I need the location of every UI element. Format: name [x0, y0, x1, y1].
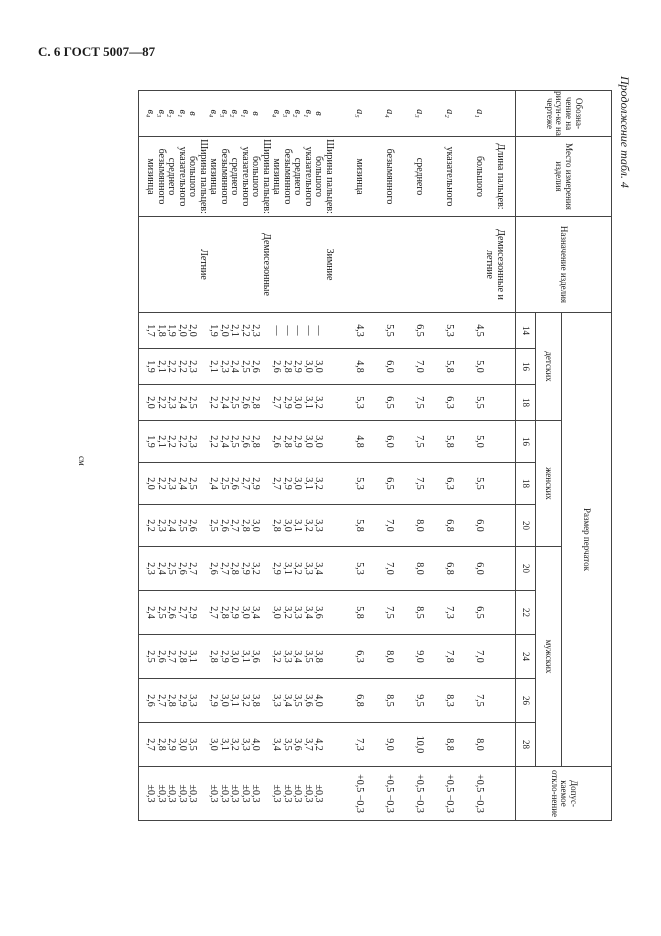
- size-header: 22: [516, 591, 536, 635]
- rotated-table-wrapper: [88, 90, 612, 820]
- table-row: [484, 91, 516, 821]
- row-value: 4,8: [334, 349, 364, 385]
- row-value-list: 2,5 2,4 2,3 2,2 2,0: [139, 385, 209, 421]
- row-value: 5,8: [424, 421, 454, 463]
- size-header: 14: [516, 313, 536, 349]
- row-symbol: a₄: [364, 91, 394, 137]
- row-value-list: 3,6 3,4 3,3 3,2 3,0: [271, 591, 334, 635]
- size-header: 26: [516, 679, 536, 723]
- row-value: 7,5: [394, 385, 424, 421]
- row-symbol: a₂: [424, 91, 454, 137]
- row-value: 7,5: [364, 591, 394, 635]
- row-value: 9,0: [364, 723, 394, 767]
- row-value-list: 2,6 2,5 2,4 2,3 2,1: [208, 349, 271, 385]
- row-value: 5,3: [334, 385, 364, 421]
- table-row: [334, 91, 364, 821]
- table-row: [424, 91, 454, 821]
- row-value: [484, 723, 516, 767]
- col-children-header: детских: [536, 313, 562, 421]
- row-value: 5,5: [454, 463, 484, 505]
- row-place: безымянного: [364, 137, 394, 217]
- page-header: С. 6 ГОСТ 5007—87: [38, 44, 156, 59]
- row-purpose: Демисезонные: [208, 217, 271, 313]
- row-value-list: 3,3 3,2 3,1 3,0 2,8: [271, 505, 334, 547]
- table-row-group: [208, 91, 271, 821]
- size-header: 24: [516, 635, 536, 679]
- row-value: 7,0: [454, 635, 484, 679]
- row-symbol-list: в в₁ в₂ в₃ в₄: [139, 91, 209, 137]
- row-value: 6,8: [334, 679, 364, 723]
- row-value-list: 2,5 2,4 2,3 2,2 2,0: [139, 463, 209, 505]
- row-tolerance: +0,5 −0,3: [394, 767, 424, 821]
- row-place-list: Ширина пальцев: большого указательного среднего безымянного мизинца: [208, 137, 271, 217]
- row-value-list: — — — — —: [271, 313, 334, 349]
- row-value: 7,0: [364, 547, 394, 591]
- row-value: 6,3: [424, 463, 454, 505]
- row-value: 9,5: [394, 679, 424, 723]
- row-value: 7,8: [424, 635, 454, 679]
- row-value-list: 3,0 2,8 2,7 2,6 2,5: [208, 505, 271, 547]
- unit-label: см: [77, 456, 87, 466]
- row-symbol-list: в в₁ в₂ в₃ в₄: [271, 91, 334, 137]
- table-row-group: [271, 91, 334, 821]
- row-value: [484, 385, 516, 421]
- glove-dimensions-table: [138, 90, 612, 821]
- row-tolerance: +0,5 −0,3: [364, 767, 394, 821]
- size-header: 18: [516, 463, 536, 505]
- row-value: [484, 313, 516, 349]
- row-tolerance-list: ±0,3 ±0,3 ±0,3 ±0,3 ±0,3: [139, 767, 209, 821]
- row-value-list: 3,2 3,1 3,0 2,9 2,7: [271, 385, 334, 421]
- row-value: 8,0: [394, 505, 424, 547]
- row-value: 5,5: [454, 385, 484, 421]
- row-place: мизинца: [334, 137, 364, 217]
- row-value: 9,0: [394, 635, 424, 679]
- row-place: Длина пальцев:: [484, 137, 516, 217]
- row-place-list: Ширина пальцев: большого указательного среднего безымянного мизинца: [271, 137, 334, 217]
- row-value: 6,5: [394, 313, 424, 349]
- row-tolerance-list: ±0,3 ±0,3 ±0,3 ±0,3 ±0,3: [208, 767, 271, 821]
- row-value: 7,0: [394, 349, 424, 385]
- row-place: среднего: [394, 137, 424, 217]
- row-value: 8,0: [394, 547, 424, 591]
- table-continuation-label: Продолжение табл. 4: [618, 76, 632, 188]
- row-value: 5,3: [334, 463, 364, 505]
- row-value: 5,8: [334, 591, 364, 635]
- row-value-list: 3,8 3,5 3,4 3,3 3,2: [271, 635, 334, 679]
- col-size-header: Размер перчаток: [562, 313, 612, 767]
- row-value: 6,0: [454, 505, 484, 547]
- row-value: 5,3: [334, 547, 364, 591]
- row-value-list: 2,8 2,6 2,5 2,4 2,2: [208, 385, 271, 421]
- row-value: 6,0: [364, 421, 394, 463]
- row-value: 4,8: [334, 421, 364, 463]
- col-symbol-header: Обозна-чение на рисун-ке на чертеже: [516, 91, 612, 137]
- row-value-list: 3,3 2,9 2,8 2,7 2,6: [139, 679, 209, 723]
- row-place: указательного: [424, 137, 454, 217]
- row-value-list: 3,2 2,9 2,8 2,7 2,6: [208, 547, 271, 591]
- row-value: 7,0: [364, 505, 394, 547]
- row-symbol-list: в в₁ в₂ в₃ в₄: [208, 91, 271, 137]
- table-row: [364, 91, 394, 821]
- row-purpose: Зимние: [271, 217, 334, 313]
- row-value-list: 2,3 2,2 2,1 2,0 1,9: [208, 313, 271, 349]
- row-value-list: 3,4 3,3 3,2 3,1 2,9: [271, 547, 334, 591]
- row-value-list: 2,9 2,7 2,6 2,5 2,4: [208, 463, 271, 505]
- col-place-header: Место измерения изделия: [516, 137, 612, 217]
- row-purpose: [454, 217, 484, 313]
- row-value: 7,3: [424, 591, 454, 635]
- row-value-list: 4,0 3,3 3,2 3,1 3,0: [208, 723, 271, 767]
- row-value-list: 3,0 3,0 2,9 2,8 2,6: [271, 421, 334, 463]
- row-value: 6,3: [334, 635, 364, 679]
- row-place-list: Ширина пальцев: большого указательного среднего безымянного мизинца: [139, 137, 209, 217]
- col-tolerance-header: Допус-каемое откло-нение: [516, 767, 612, 821]
- row-value: 6,5: [364, 385, 394, 421]
- row-value-list: 3,8 3,2 3,1 3,0 2,9: [208, 679, 271, 723]
- row-value: [484, 349, 516, 385]
- row-value: 5,3: [424, 313, 454, 349]
- row-symbol: a₅: [334, 91, 364, 137]
- row-purpose: [394, 217, 424, 313]
- row-value: 5,8: [334, 505, 364, 547]
- row-value: 5,0: [454, 349, 484, 385]
- row-value-list: 4,0 3,6 3,5 3,4 3,3: [271, 679, 334, 723]
- row-value: 7,3: [334, 723, 364, 767]
- row-value: 7,5: [394, 421, 424, 463]
- row-value: 6,3: [424, 385, 454, 421]
- row-value: [484, 505, 516, 547]
- row-symbol: a₁: [454, 91, 484, 137]
- row-value: 4,5: [454, 313, 484, 349]
- size-header: 20: [516, 505, 536, 547]
- row-symbol: a₃: [394, 91, 424, 137]
- table-row-group: [139, 91, 209, 821]
- row-purpose: Демисезонные и летние: [484, 217, 516, 313]
- row-value: [484, 547, 516, 591]
- size-header: 20: [516, 547, 536, 591]
- row-tolerance: +0,5 −0,3: [424, 767, 454, 821]
- col-women-header: женских: [536, 421, 562, 547]
- row-value: 4,3: [334, 313, 364, 349]
- row-purpose: Летние: [139, 217, 209, 313]
- row-value: 8,0: [454, 723, 484, 767]
- row-purpose: [334, 217, 364, 313]
- row-value-list: 3,5 3,0 2,9 2,8 2,7: [139, 723, 209, 767]
- row-value-list: 2,7 2,6 2,5 2,4 2,3: [139, 547, 209, 591]
- col-purpose-header: Назначение изделия: [516, 217, 612, 313]
- row-tolerance: +0,5 −0,3: [334, 767, 364, 821]
- row-value-list: 2,6 2,5 2,4 2,3 2,2: [139, 505, 209, 547]
- row-value: 8,5: [364, 679, 394, 723]
- row-value: [484, 421, 516, 463]
- row-value: 6,8: [424, 505, 454, 547]
- row-value-list: 2,8 2,6 2,5 2,4 2,2: [208, 421, 271, 463]
- row-value: 7,5: [454, 679, 484, 723]
- row-value-list: 3,0 3,0 2,9 2,8 2,6: [271, 349, 334, 385]
- row-value: [484, 591, 516, 635]
- col-men-header: мужских: [536, 547, 562, 767]
- row-value: 5,0: [454, 421, 484, 463]
- row-value: 5,8: [424, 349, 454, 385]
- row-purpose: [364, 217, 394, 313]
- row-symbol: [484, 91, 516, 137]
- table-row: [394, 91, 424, 821]
- row-value-list: 3,6 3,1 3,0 2,9 2,8: [208, 635, 271, 679]
- row-value: 8,5: [394, 591, 424, 635]
- row-tolerance-list: ±0,3 ±0,3 ±0,3 ±0,3 ±0,3: [271, 767, 334, 821]
- row-value: 7,5: [394, 463, 424, 505]
- size-header: 18: [516, 385, 536, 421]
- row-value-list: 3,1 2,8 2,7 2,6 2,5: [139, 635, 209, 679]
- row-value-list: 2,3 2,2 2,2 2,1 1,9: [139, 349, 209, 385]
- row-value: [484, 679, 516, 723]
- row-value: 6,8: [424, 547, 454, 591]
- row-value: 5,5: [364, 313, 394, 349]
- row-value: [484, 635, 516, 679]
- size-header: 28: [516, 723, 536, 767]
- row-value-list: 3,4 3,0 2,9 2,8 2,7: [208, 591, 271, 635]
- row-value: 6,0: [364, 349, 394, 385]
- row-value-list: 2,3 2,2 2,2 2,1 1,9: [139, 421, 209, 463]
- row-value: 8,8: [424, 723, 454, 767]
- row-value: 6,0: [454, 547, 484, 591]
- row-value-list: 2,9 2,7 2,6 2,5 2,4: [139, 591, 209, 635]
- row-tolerance: +0,5 −0,3: [454, 767, 484, 821]
- table-body: [139, 91, 516, 821]
- row-value-list: 3,2 3,1 3,0 2,9 2,7: [271, 463, 334, 505]
- row-tolerance: [484, 767, 516, 821]
- table-row: [454, 91, 484, 821]
- row-value: 6,5: [364, 463, 394, 505]
- row-purpose: [424, 217, 454, 313]
- row-place: большого: [454, 137, 484, 217]
- size-header: 16: [516, 421, 536, 463]
- row-value-list: 2,0 2,0 1,9 1,8 1,7: [139, 313, 209, 349]
- row-value: 6,5: [454, 591, 484, 635]
- row-value: 8,0: [364, 635, 394, 679]
- row-value: 8,3: [424, 679, 454, 723]
- row-value: [484, 463, 516, 505]
- row-value-list: 4,2 3,7 3,6 3,5 3,4: [271, 723, 334, 767]
- size-header: 16: [516, 349, 536, 385]
- row-value: 10,0: [394, 723, 424, 767]
